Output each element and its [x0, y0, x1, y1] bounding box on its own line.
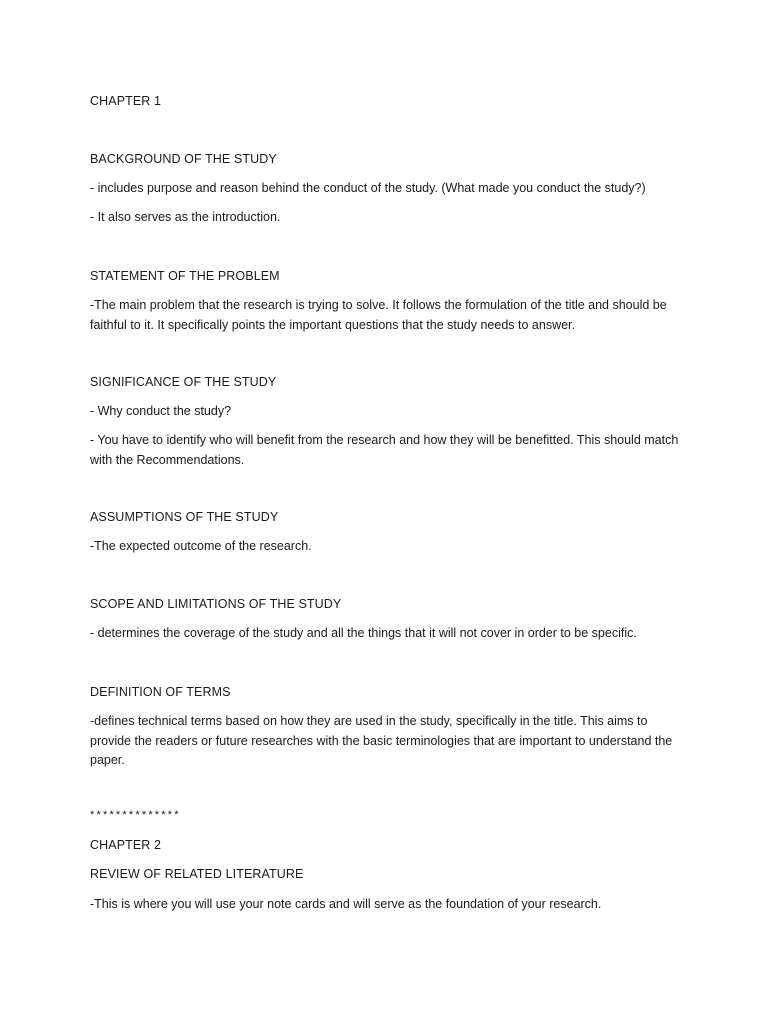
definition-paragraph: -defines technical terms based on how they are used in the study, specifically in the title. This aims to provide the readers or future researches with the basic terminologies that are important to understand the paper. — [90, 714, 673, 767]
background-paragraph-2: - It also serves as the introduction. — [90, 210, 281, 224]
review-paragraph: -This is where you will use your note cards and will serve as the foundation of your research. — [90, 897, 602, 911]
problem-heading: STATEMENT OF THE PROBLEM — [90, 269, 280, 283]
background-heading: BACKGROUND OF THE STUDY — [90, 152, 277, 166]
section-separator: ************** — [90, 809, 181, 821]
significance-paragraph-2: - You have to identify who will benefit from the research and how they will be benefitted. This should match with the Recommendations. — [90, 433, 679, 467]
significance-paragraph-1: - Why conduct the study? — [90, 404, 232, 418]
significance-heading: SIGNIFICANCE OF THE STUDY — [90, 375, 277, 389]
problem-paragraph: -The main problem that the research is trying to solve. It follows the formulation of the title and should be faithful to it. It specifically points the important questions that the study needs to answer. — [90, 298, 667, 332]
chapter-1-title: CHAPTER 1 — [90, 94, 162, 108]
definition-heading: DEFINITION OF TERMS — [90, 685, 231, 699]
review-heading: REVIEW OF RELATED LITERATURE — [90, 867, 304, 881]
scope-paragraph: - determines the coverage of the study and all the things that it will not cover in order to be specific. — [90, 626, 637, 640]
assumptions-heading: ASSUMPTIONS OF THE STUDY — [90, 510, 279, 524]
scope-heading: SCOPE AND LIMITATIONS OF THE STUDY — [90, 597, 342, 611]
chapter-2-title: CHAPTER 2 — [90, 838, 162, 852]
assumptions-paragraph: -The expected outcome of the research. — [90, 539, 312, 553]
background-paragraph-1: - includes purpose and reason behind the conduct of the study. (What made you conduct the study?) — [90, 181, 646, 195]
